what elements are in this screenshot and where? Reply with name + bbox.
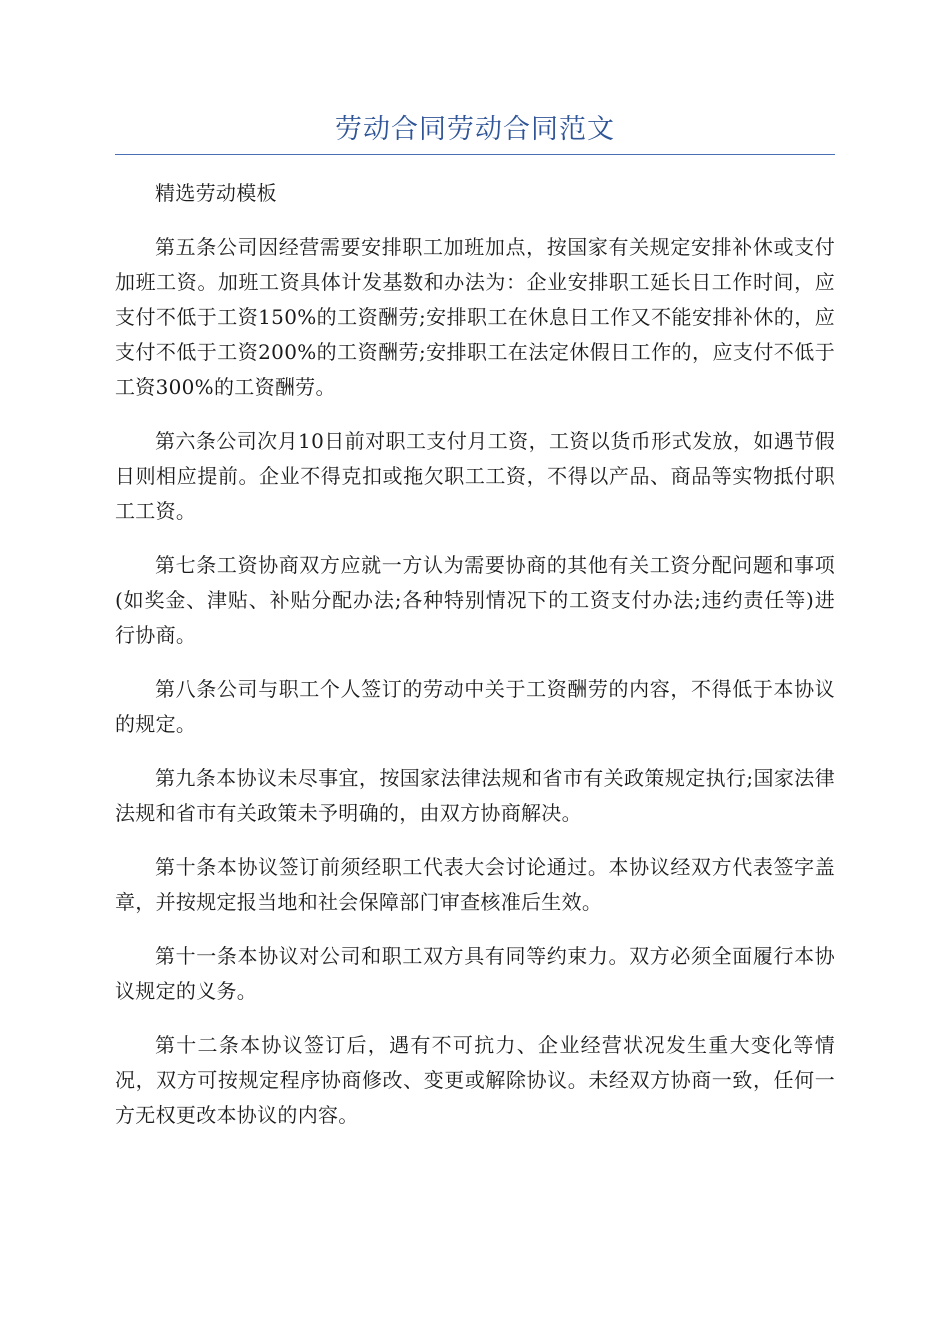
paragraph-article-10: 第十条本协议签订前须经职工代表大会讨论通过。本协议经双方代表签字盖章，并按规定报当地和社会保障部门审查核准后生效。 (115, 855, 835, 914)
document-body (115, 176, 835, 1152)
title-underline (115, 154, 835, 155)
paragraph-subtitle: 精选劳动模板 (155, 181, 277, 205)
paragraph-article-7: 第七条工资协商双方应就一方认为需要协商的其他有关工资分配问题和事项(如奖金、津贴、补贴分配办法;各种特别情况下的工资支付办法;违约责任等)进行协商。 (115, 553, 835, 647)
paragraph-article-6: 第六条公司次月10日前对职工支付月工资，工资以货币形式发放，如遇节假日则相应提前。企业不得克扣或拖欠职工工资，不得以产品、商品等实物抵付职工工资。 (115, 429, 835, 523)
paragraph-article-11: 第十一条本协议对公司和职工双方具有同等约束力。双方必须全面履行本协议规定的义务。 (115, 944, 835, 1003)
paragraph-article-5: 第五条公司因经营需要安排职工加班加点，按国家有关规定安排补休或支付加班工资。加班工资具体计发基数和办法为：企业安排职工延长日工作时间，应支付不低于工资150%的工资酬劳;安排职工在休息日工作又不能安排补休的，应支付不低于工资200%的工资酬劳;安排职工在法定休假日工作的，应支付不低于工资300%的工资酬劳。 (115, 235, 835, 399)
paragraph-article-8: 第八条公司与职工个人签订的劳动中关于工资酬劳的内容，不得低于本协议的规定。 (115, 677, 835, 736)
paragraph-article-12: 第十二条本协议签订后，遇有不可抗力、企业经营状况发生重大变化等情况，双方可按规定程序协商修改、变更或解除协议。未经双方协商一致，任何一方无权更改本协议的内容。 (115, 1033, 835, 1127)
document-title: 劳动合同劳动合同范文 (335, 114, 615, 145)
paragraph-article-9: 第九条本协议未尽事宜，按国家法律法规和省市有关政策规定执行;国家法律法规和省市有关政策未予明确的，由双方协商解决。 (115, 766, 835, 825)
